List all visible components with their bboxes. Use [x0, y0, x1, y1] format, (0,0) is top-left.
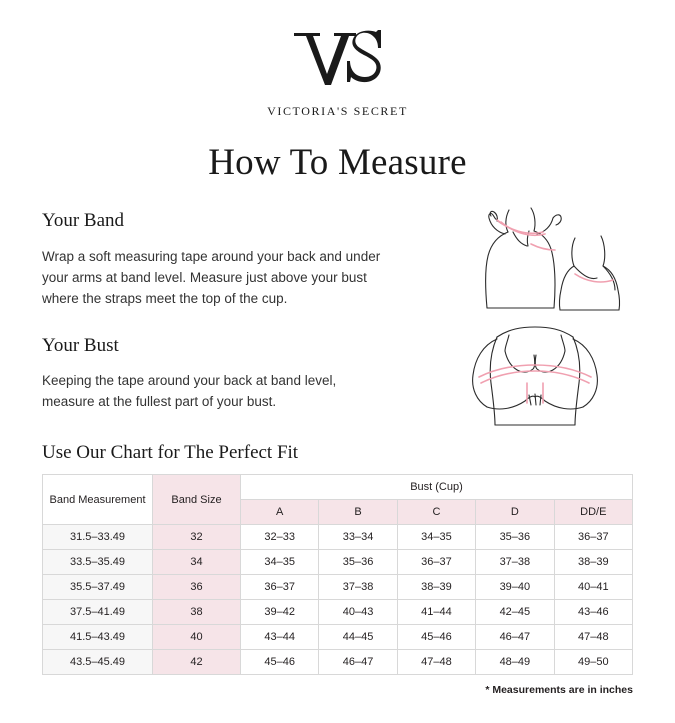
cell-band-size: 32: [153, 525, 241, 550]
cell-cup-a: 36–37: [241, 575, 319, 600]
table-row: [43, 550, 633, 575]
vs-monogram-svg: [290, 30, 386, 88]
cell-band-measurement: 31.5–33.49: [43, 525, 153, 550]
cell-cup-c: 45–46: [397, 625, 475, 650]
table-row: [43, 650, 633, 675]
table-header-row-1: [43, 475, 633, 500]
header-band-size: Band Size: [153, 475, 241, 525]
cell-cup-d: 37–38: [476, 550, 554, 575]
page-title: How To Measure: [208, 142, 467, 183]
cell-cup-d: 42–45: [476, 600, 554, 625]
band-illustration-svg: [435, 204, 635, 324]
cell-cup-b: 44–45: [319, 625, 397, 650]
bust-illustration-svg: [435, 321, 635, 431]
cell-cup-c: 47–48: [397, 650, 475, 675]
cell-band-measurement: 41.5–43.49: [43, 625, 153, 650]
cell-band-measurement: 43.5–45.49: [43, 650, 153, 675]
vs-monogram-icon: [290, 30, 386, 98]
header-band-measurement: Band Measurement: [43, 475, 153, 525]
section-heading: Your Band: [42, 210, 125, 231]
cell-cup-a: 39–42: [241, 600, 319, 625]
band-measure-illustration: [435, 204, 635, 329]
cell-cup-a: 43–44: [241, 625, 319, 650]
cell-cup-a: 32–33: [241, 525, 319, 550]
cell-band-size: 42: [153, 650, 241, 675]
table-body: [43, 525, 633, 675]
header-bust: Bust (Cup): [241, 475, 633, 500]
cell-cup-c: 34–35: [397, 525, 475, 550]
table-head: [43, 475, 633, 525]
cell-cup-dde: 43–46: [554, 600, 632, 625]
cell-band-size: 34: [153, 550, 241, 575]
section-your-bust: [0, 335, 675, 413]
cell-band-size: 38: [153, 600, 241, 625]
brand-logo: [0, 0, 675, 119]
cell-cup-dde: 49–50: [554, 650, 632, 675]
cell-band-size: 36: [153, 575, 241, 600]
brand-wordmark: VICTORIA'S SECRET: [267, 104, 408, 118]
cell-cup-b: 37–38: [319, 575, 397, 600]
section-body: Keeping the tape around your back at band level, measure at the fullest part of your bust.: [42, 373, 337, 409]
cell-band-measurement: 37.5–41.49: [43, 600, 153, 625]
cell-cup-d: 35–36: [476, 525, 554, 550]
section-body: Wrap a soft measuring tape around your back and under your arms at band level. Measure just above your bust where the straps meet the top of the cup.: [42, 248, 381, 306]
cell-cup-c: 36–37: [397, 550, 475, 575]
chart-heading: Use Our Chart for The Perfect Fit: [42, 442, 299, 463]
cell-band-measurement: 35.5–37.49: [43, 575, 153, 600]
cell-cup-c: 38–39: [397, 575, 475, 600]
cell-cup-d: 39–40: [476, 575, 554, 600]
cell-cup-b: 40–43: [319, 600, 397, 625]
cell-cup-a: 45–46: [241, 650, 319, 675]
header-cup-c: C: [397, 500, 475, 525]
section-heading: Your Bust: [42, 334, 119, 356]
header-cup-a: A: [241, 500, 319, 525]
table-row: [43, 600, 633, 625]
cell-band-size: 40: [153, 625, 241, 650]
section-your-band: [0, 210, 675, 309]
header-cup-dde: DD/E: [554, 500, 632, 525]
table-row: [43, 625, 633, 650]
cell-cup-a: 34–35: [241, 550, 319, 575]
size-chart-table: [42, 474, 633, 675]
cell-cup-dde: 47–48: [554, 625, 632, 650]
cell-cup-b: 35–36: [319, 550, 397, 575]
bust-measure-illustration: [435, 321, 635, 436]
footnote: * Measurements are in inches: [485, 684, 633, 696]
cell-cup-d: 46–47: [476, 625, 554, 650]
cell-cup-d: 48–49: [476, 650, 554, 675]
header-cup-d: D: [476, 500, 554, 525]
header-cup-b: B: [319, 500, 397, 525]
cell-cup-dde: 40–41: [554, 575, 632, 600]
table-row: [43, 575, 633, 600]
cell-cup-dde: 38–39: [554, 550, 632, 575]
cell-cup-b: 46–47: [319, 650, 397, 675]
cell-cup-dde: 36–37: [554, 525, 632, 550]
cell-cup-b: 33–34: [319, 525, 397, 550]
cell-band-measurement: 33.5–35.49: [43, 550, 153, 575]
table-row: [43, 525, 633, 550]
cell-cup-c: 41–44: [397, 600, 475, 625]
